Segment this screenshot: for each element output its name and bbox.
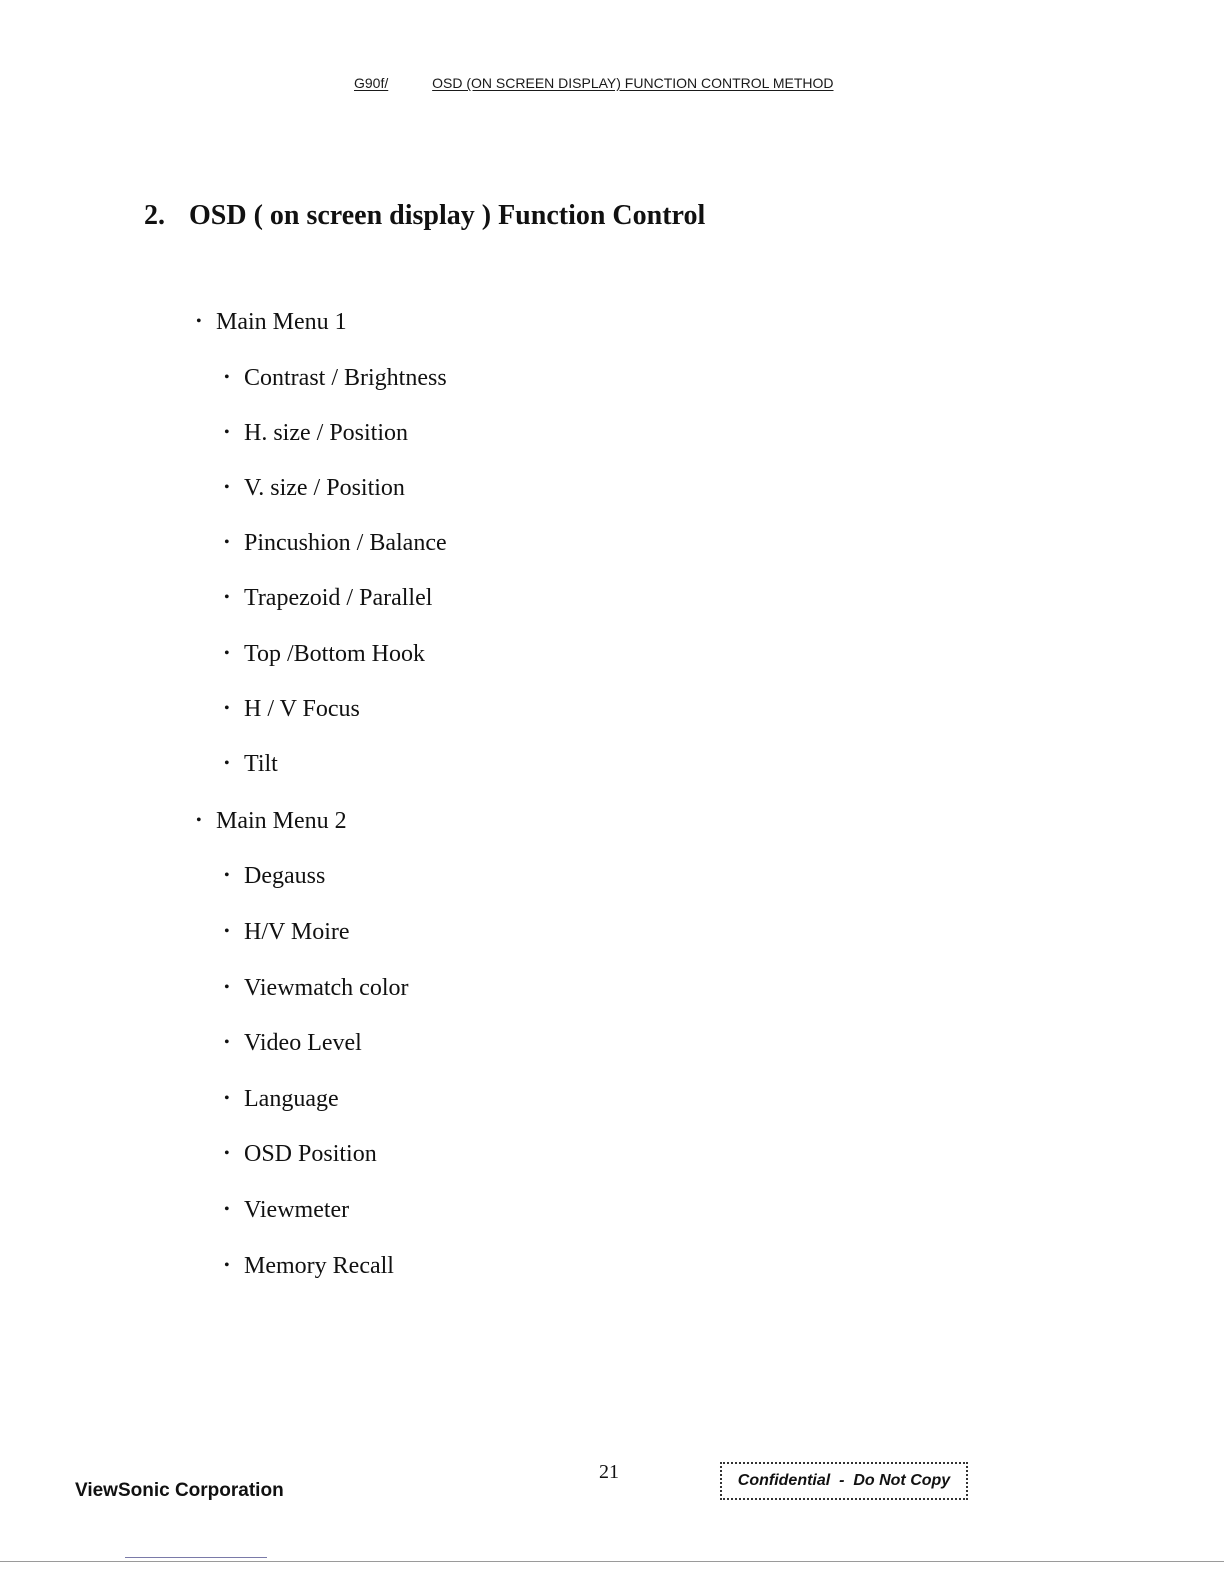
list-item bbox=[224, 1140, 377, 1168]
list-item bbox=[224, 1196, 349, 1224]
list-item-main-menu-1 bbox=[196, 308, 347, 336]
list-item-label: Contrast / Brightness bbox=[244, 365, 447, 391]
list-item bbox=[224, 364, 447, 392]
bullet-icon: • bbox=[224, 923, 230, 940]
list-item bbox=[224, 474, 405, 502]
list-item bbox=[224, 862, 325, 890]
bullet-icon: • bbox=[224, 979, 230, 996]
bullet-icon: • bbox=[224, 369, 230, 386]
list-item-label: H. size / Position bbox=[244, 420, 409, 446]
list-item-label: Viewmeter bbox=[244, 1197, 350, 1223]
list-item bbox=[224, 1252, 394, 1280]
list-item-label: Tilt bbox=[244, 751, 278, 777]
page-number: 21 bbox=[599, 1461, 619, 1483]
bullet-icon: • bbox=[224, 534, 230, 551]
list-item bbox=[224, 1085, 339, 1113]
list-item-main-menu-2 bbox=[196, 807, 347, 835]
footer-divider bbox=[0, 1561, 1224, 1562]
list-item bbox=[224, 1029, 362, 1057]
bullet-icon: • bbox=[224, 424, 230, 441]
bullet-icon: • bbox=[224, 1034, 230, 1051]
list-item bbox=[224, 419, 408, 447]
list-item-label: Viewmatch color bbox=[244, 975, 409, 1001]
list-item-label: Pincushion / Balance bbox=[244, 530, 447, 556]
bullet-icon: • bbox=[224, 867, 230, 884]
footer-company: ViewSonic Corporation bbox=[75, 1480, 284, 1501]
bullet-icon: • bbox=[196, 313, 202, 330]
list-item-label: Memory Recall bbox=[244, 1253, 394, 1279]
list-item bbox=[224, 640, 425, 668]
list-item-label: Video Level bbox=[244, 1030, 362, 1056]
bullet-icon: • bbox=[196, 812, 202, 829]
list-item-label: Trapezoid / Parallel bbox=[244, 585, 433, 611]
header-model: G90f/ bbox=[354, 75, 389, 91]
page-header bbox=[354, 75, 834, 91]
list-item bbox=[224, 974, 409, 1002]
section-title-text: OSD ( on screen display ) Function Control bbox=[189, 200, 706, 231]
bullet-icon: • bbox=[224, 700, 230, 717]
list-item-label: Degauss bbox=[244, 863, 326, 889]
list-item-label: H/V Moire bbox=[244, 919, 350, 945]
list-item-label: Language bbox=[244, 1086, 339, 1112]
bullet-icon: • bbox=[224, 1201, 230, 1218]
list-item bbox=[224, 695, 360, 723]
bullet-icon: • bbox=[224, 1090, 230, 1107]
list-item bbox=[224, 918, 350, 946]
footer-divider-short bbox=[125, 1557, 267, 1558]
list-item-label: Main Menu 1 bbox=[216, 309, 347, 335]
list-item-label: H / V Focus bbox=[244, 696, 360, 722]
list-item-label: V. size / Position bbox=[244, 475, 405, 501]
bullet-icon: • bbox=[224, 755, 230, 772]
section-number: 2. bbox=[144, 200, 165, 231]
list-item bbox=[224, 529, 447, 557]
bullet-icon: • bbox=[224, 479, 230, 496]
list-item-label: OSD Position bbox=[244, 1141, 377, 1167]
bullet-icon: • bbox=[224, 645, 230, 662]
bullet-icon: • bbox=[224, 1257, 230, 1274]
list-item-label: Main Menu 2 bbox=[216, 808, 347, 834]
confidential-stamp bbox=[720, 1462, 968, 1500]
header-section-title: OSD (ON SCREEN DISPLAY) FUNCTION CONTROL METHOD bbox=[432, 75, 834, 91]
confidential-text: Confidential - Do Not Copy bbox=[737, 1472, 951, 1489]
bullet-icon: • bbox=[224, 589, 230, 606]
bullet-icon: • bbox=[224, 1145, 230, 1162]
section-title bbox=[144, 200, 705, 232]
list-item bbox=[224, 584, 432, 612]
list-item-label: Top /Bottom Hook bbox=[244, 641, 425, 667]
list-item bbox=[224, 750, 278, 778]
